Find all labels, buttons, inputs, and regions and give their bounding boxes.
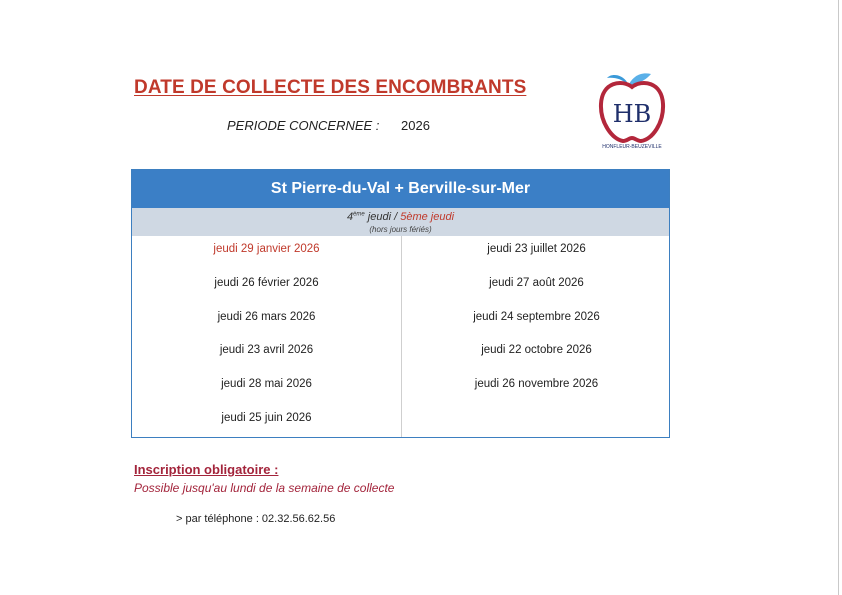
date-item: jeudi 23 juillet 2026	[487, 243, 586, 255]
collection-table	[131, 169, 670, 438]
inscription-title: Inscription obligatoire :	[134, 462, 279, 477]
date-item: jeudi 24 septembre 2026	[473, 310, 600, 323]
date-item: jeudi 23 avril 2026	[219, 344, 314, 357]
logo-caption: HONFLEUR-BEUZEVILLE	[602, 144, 662, 150]
right-date-column	[402, 243, 671, 412]
date-item: jeudi 26 novembre 2026	[474, 378, 599, 391]
phone-contact: > par téléphone : 02.32.56.62.56	[176, 513, 336, 525]
subheader-note: (hors jours fériés)	[369, 225, 432, 234]
subheader-fifth-thursday: 5ème jeudi	[400, 211, 455, 223]
table-header: St Pierre-du-Val + Berville-sur-Mer	[132, 170, 669, 208]
date-item: jeudi 29 janvier 2026	[213, 243, 320, 255]
scan-edge-line	[838, 0, 839, 595]
date-item: jeudi 26 mars 2026	[217, 310, 316, 323]
date-item: jeudi 26 février 2026	[214, 276, 319, 289]
page-title: DATE DE COLLECTE DES ENCOMBRANTS	[134, 77, 527, 98]
date-item: jeudi 22 octobre 2026	[481, 344, 592, 357]
table-subheader	[132, 208, 669, 236]
period-line	[227, 118, 430, 133]
left-date-column	[132, 243, 401, 446]
date-item: jeudi 25 juin 2026	[221, 411, 312, 424]
inscription-subtitle: Possible jusqu'au lundi de la semaine de collecte	[134, 481, 395, 495]
date-item: jeudi 28 mai 2026	[221, 378, 312, 391]
logo-letters: HB	[612, 100, 652, 128]
period-year: 2026	[401, 118, 430, 133]
period-label: PERIODE CONCERNEE :	[227, 118, 380, 133]
date-item: jeudi 27 août 2026	[489, 276, 584, 289]
apple-logo-icon	[596, 70, 668, 150]
subheader-ordinal: 4ème jeudi /	[346, 211, 398, 223]
date-grid	[132, 236, 669, 437]
